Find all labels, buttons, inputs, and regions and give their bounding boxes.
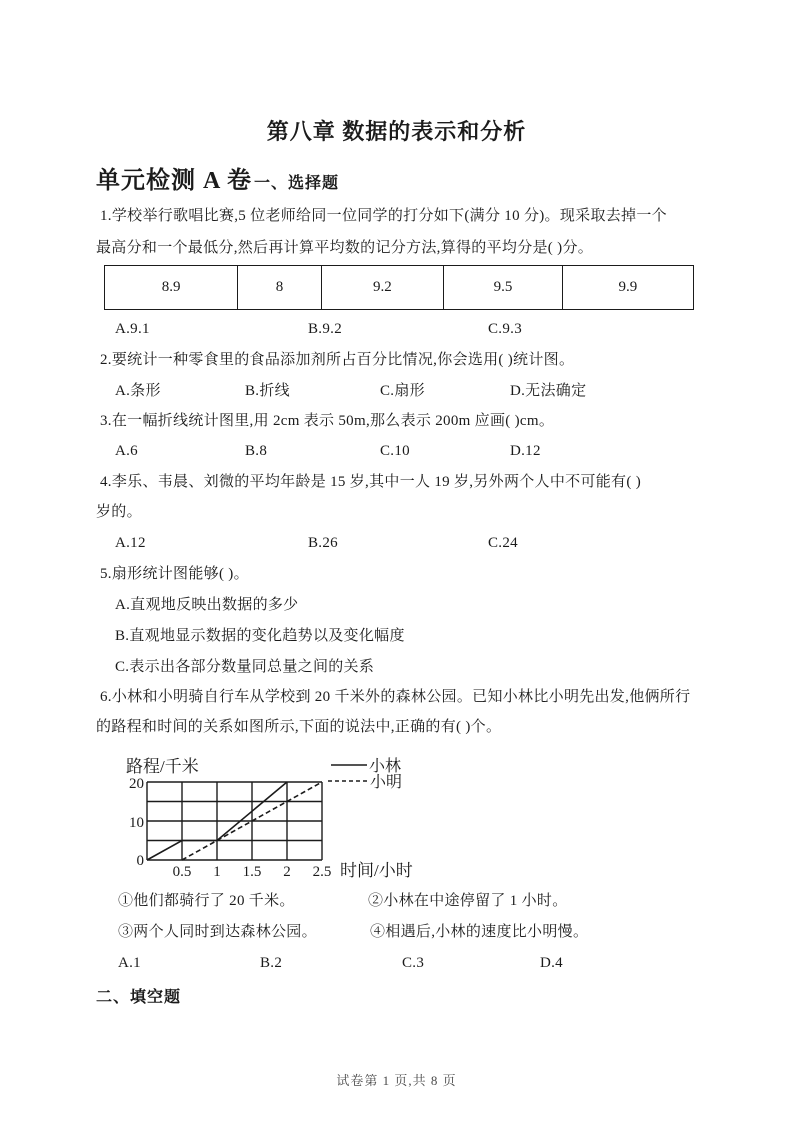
chart-xlabel: 时间/小时 (340, 861, 413, 880)
q6-text-line-2: 的路程和时间的关系如图所示,下面的说法中,正确的有( )个。 (96, 719, 502, 735)
page-footer: 试卷第 1 页,共 8 页 (336, 1073, 457, 1088)
q1-option-b: B.9.2 (308, 321, 343, 337)
q5-option-b: B.直观地显示数据的变化趋势以及变化幅度 (115, 628, 405, 644)
legend-label-xiaoming: 小明 (370, 774, 403, 791)
score-cell: 9.2 (321, 266, 443, 309)
q1-option-a: A.9.1 (115, 321, 150, 337)
q6-option-d: D.4 (540, 955, 563, 971)
q6-statement-2: ②小林在中途停留了 1 小时。 (368, 893, 568, 909)
q4-option-b: B.26 (308, 535, 338, 551)
q4-option-a: A.12 (115, 535, 146, 551)
q3-option-d: D.12 (510, 443, 541, 459)
chart-xtick-25: 2.5 (312, 864, 332, 880)
q5-option-a: A.直观地反映出数据的多少 (115, 597, 299, 613)
q4-option-c: C.24 (488, 535, 518, 551)
score-cell: 8.9 (161, 279, 181, 295)
q2-option-a: A.条形 (115, 383, 161, 399)
section-1-heading: 一、选择题 (254, 175, 340, 192)
q5-option-c: C.表示出各部分数量同总量之间的关系 (115, 659, 375, 675)
q2-text: 2.要统计一种零食里的食品添加剂所占百分比情况,你会选用( )统计图。 (100, 352, 575, 368)
q6-text-line-1: 6.小林和小明骑自行车从学校到 20 千米外的森林公园。已知小林比小明先出发,他俩所行 (100, 689, 691, 705)
q3-option-a: A.6 (115, 443, 138, 459)
chart-ytick-20: 20 (129, 776, 144, 792)
q1-text-line-2: 最高分和一个最低分,然后再计算平均数的记分方法,算得的平均分是( )分。 (96, 240, 594, 256)
section-2-heading: 二、填空题 (96, 989, 182, 1006)
q6-option-b: B.2 (260, 955, 283, 971)
q2-option-b: B.折线 (245, 383, 290, 399)
q6-option-a: A.1 (118, 955, 141, 971)
q6-option-c: C.3 (402, 955, 425, 971)
legend-label-xiaolin: 小林 (369, 758, 402, 775)
unit-heading (96, 160, 339, 195)
q1-option-c: C.9.3 (488, 321, 523, 337)
q4-text-line-2: 岁的。 (96, 504, 142, 520)
q6-chart (96, 744, 440, 884)
q2-option-d: D.无法确定 (510, 383, 587, 399)
q2-option-c: C.扇形 (380, 383, 425, 399)
score-cell: 9.5 (443, 266, 562, 309)
q6-statement-3: ③两个人同时到达森林公园。 (118, 924, 317, 940)
q4-text-line-1: 4.李乐、韦晨、刘微的平均年龄是 15 岁,其中一人 19 岁,另外两个人中不可能有( ) (100, 474, 641, 490)
chart-xtick-15: 1.5 (242, 864, 262, 880)
chart-xtick-05: 0.5 (172, 864, 192, 880)
chart-ytick-0: 0 (136, 853, 144, 869)
chart-xtick-2: 2 (283, 864, 291, 880)
doc-title: 第八章 数据的表示和分析 (266, 119, 527, 144)
chart-ytick-10: 10 (129, 815, 144, 831)
unit-heading-label: 单元检测 A 卷 (96, 168, 253, 194)
q1-score-table (104, 265, 694, 310)
q1-text-line-1: 1.学校举行歌唱比赛,5 位老师给同一位同学的打分如下(满分 10 分)。现采取去掉一个 (100, 208, 667, 224)
q3-option-b: B.8 (245, 443, 268, 459)
q6-statement-1: ①他们都骑行了 20 千米。 (118, 893, 295, 909)
q3-text: 3.在一幅折线统计图里,用 2cm 表示 50m,那么表示 200m 应画( )cm。 (100, 413, 555, 429)
chart-grid (147, 782, 322, 860)
score-cell: 9.9 (562, 266, 693, 309)
q5-text: 5.扇形统计图能够( )。 (100, 566, 249, 582)
q6-statement-4: ④相遇后,小林的速度比小明慢。 (370, 924, 589, 940)
chart-ylabel: 路程/千米 (126, 757, 199, 776)
score-cell: 8 (237, 266, 320, 309)
q3-option-c: C.10 (380, 443, 410, 459)
chart-xtick-1: 1 (213, 864, 221, 880)
